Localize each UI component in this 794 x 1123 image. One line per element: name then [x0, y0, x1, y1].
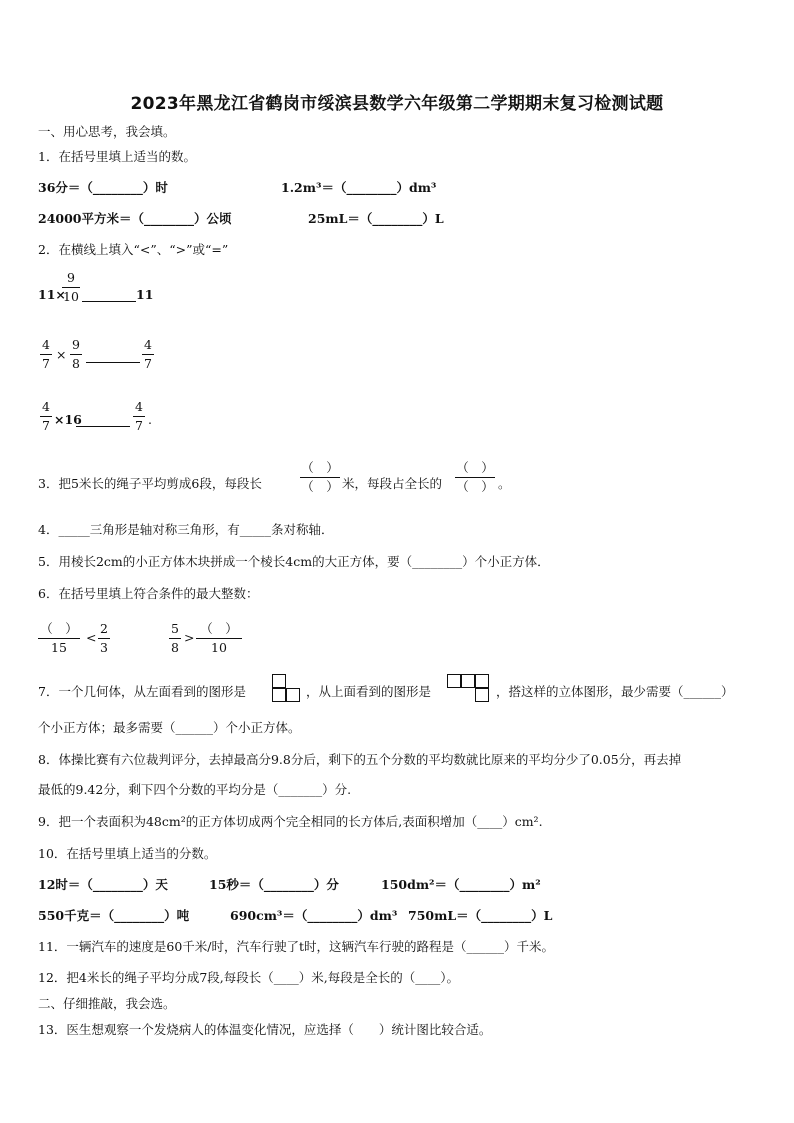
question-7-part-d: 个小正方体；最多需要（______）个小正方体。	[38, 720, 301, 735]
q2-row3-end: .	[148, 412, 152, 427]
q6-fraction-1[interactable]: （ ） 15	[38, 621, 80, 656]
question-12: 12．把4米长的绳子平均分成7段,每段长（____）米,每段是全长的（____）。	[38, 970, 460, 985]
question-8-line-2: 最低的9.42分，剩下四个分数的平均分是（_______）分.	[38, 782, 352, 797]
q2-row1-fraction: 9 10	[63, 270, 79, 304]
q6-fraction-4[interactable]: （ ） 10	[196, 621, 242, 656]
question-6-stem: 6．在括号里填上符合条件的最大整数：	[38, 586, 259, 601]
question-1b: 1.2m³＝（________）dm³	[281, 180, 437, 195]
question-10b: 15秒＝（________）分	[209, 877, 339, 892]
q2-row3-fraction-2: 4 7	[133, 399, 145, 434]
q2-row2-fraction-2: 9 8	[70, 337, 82, 372]
q6-fraction-3: 5 8	[169, 621, 181, 656]
q3-answer-fraction-2[interactable]: （ ） （ ）	[456, 460, 494, 494]
q2-row2-fraction-3: 4 7	[142, 337, 154, 372]
question-8-line-1: 8．体操比赛有六位裁判评分，去掉最高分9.8分后，剩下的五个分数的平均数就比原来的平均分少了0.05分，再去掉	[38, 752, 682, 767]
question-10-stem: 10．在括号里填上适当的分数。	[38, 846, 217, 861]
question-10f: 750mL＝（________）L	[408, 908, 553, 923]
question-1c: 24000平方米＝（________）公顷	[38, 211, 232, 226]
q2-row3-blank[interactable]	[76, 426, 130, 427]
q6-less-than: <	[86, 630, 97, 645]
q2-row3-mid: ×16	[54, 412, 82, 427]
question-4: 4．_____三角形是轴对称三角形，有_____条对称轴．	[38, 522, 334, 537]
section-heading-2: 二、仔细推敲，我会选。	[38, 996, 176, 1011]
section-heading-1: 一、用心思考，我会填。	[38, 124, 176, 139]
question-7-part-a: 7．一个几何体，从左面看到的图形是	[38, 684, 246, 699]
question-10d: 550千克＝（________）吨	[38, 908, 190, 923]
question-2-stem: 2．在横线上填入“<”、“>”或“=”	[38, 242, 229, 257]
question-7-part-b: ，从上面看到的图形是	[306, 684, 432, 699]
question-3-part-b: 米，每段占全长的	[342, 476, 443, 491]
q2-row1-right: 11	[136, 287, 154, 302]
question-1d: 25mL＝（________）L	[308, 211, 444, 226]
question-7-part-c: ，搭这样的立体图形，最少需要（______）	[496, 684, 734, 699]
question-3-end: 。	[498, 476, 511, 491]
question-1a: 36分＝（________）时	[38, 180, 168, 195]
q2-row1-left: 11×	[38, 287, 66, 302]
q2-row2-times: ×	[56, 347, 67, 362]
question-5: 5．用棱长2cm的小正方体木块拼成一个棱长4cm的大正方体，要（________）个小正方体．	[38, 554, 550, 569]
question-13: 13．医生想观察一个发烧病人的体温变化情况，应选择（ ）统计图比较合适。	[38, 1022, 492, 1037]
question-9: 9．把一个表面积为48cm²的正方体切成两个完全相同的长方体后,表面积增加（____）cm².	[38, 814, 543, 829]
q2-row1-blank[interactable]	[82, 301, 136, 302]
question-10c: 150dm²＝（________）m²	[381, 877, 541, 892]
q2-row3-fraction-1: 4 7	[40, 399, 52, 434]
question-10a: 12时＝（________）天	[38, 877, 168, 892]
q6-fraction-2: 2 3	[98, 621, 110, 656]
q2-row2-fraction-1: 4 7	[40, 337, 52, 372]
question-1-stem: 1．在括号里填上适当的数。	[38, 149, 196, 164]
question-3-part-a: 3．把5米长的绳子平均剪成6段，每段长	[38, 476, 262, 491]
left-view-figure	[272, 674, 302, 704]
q2-row2-blank[interactable]	[86, 362, 140, 363]
top-view-figure	[447, 674, 493, 704]
q6-greater-than: >	[184, 630, 195, 645]
page-title: 2023年黑龙江省鹤岗市绥滨县数学六年级第二学期期末复习检测试题	[130, 94, 664, 114]
q3-answer-fraction-1[interactable]: （ ） （ ）	[301, 460, 339, 494]
question-11: 11．一辆汽车的速度是60千米/时，汽车行驶了t时，这辆汽车行驶的路程是（______）千米。	[38, 939, 555, 954]
question-10e: 690cm³＝（________）dm³	[230, 908, 398, 923]
